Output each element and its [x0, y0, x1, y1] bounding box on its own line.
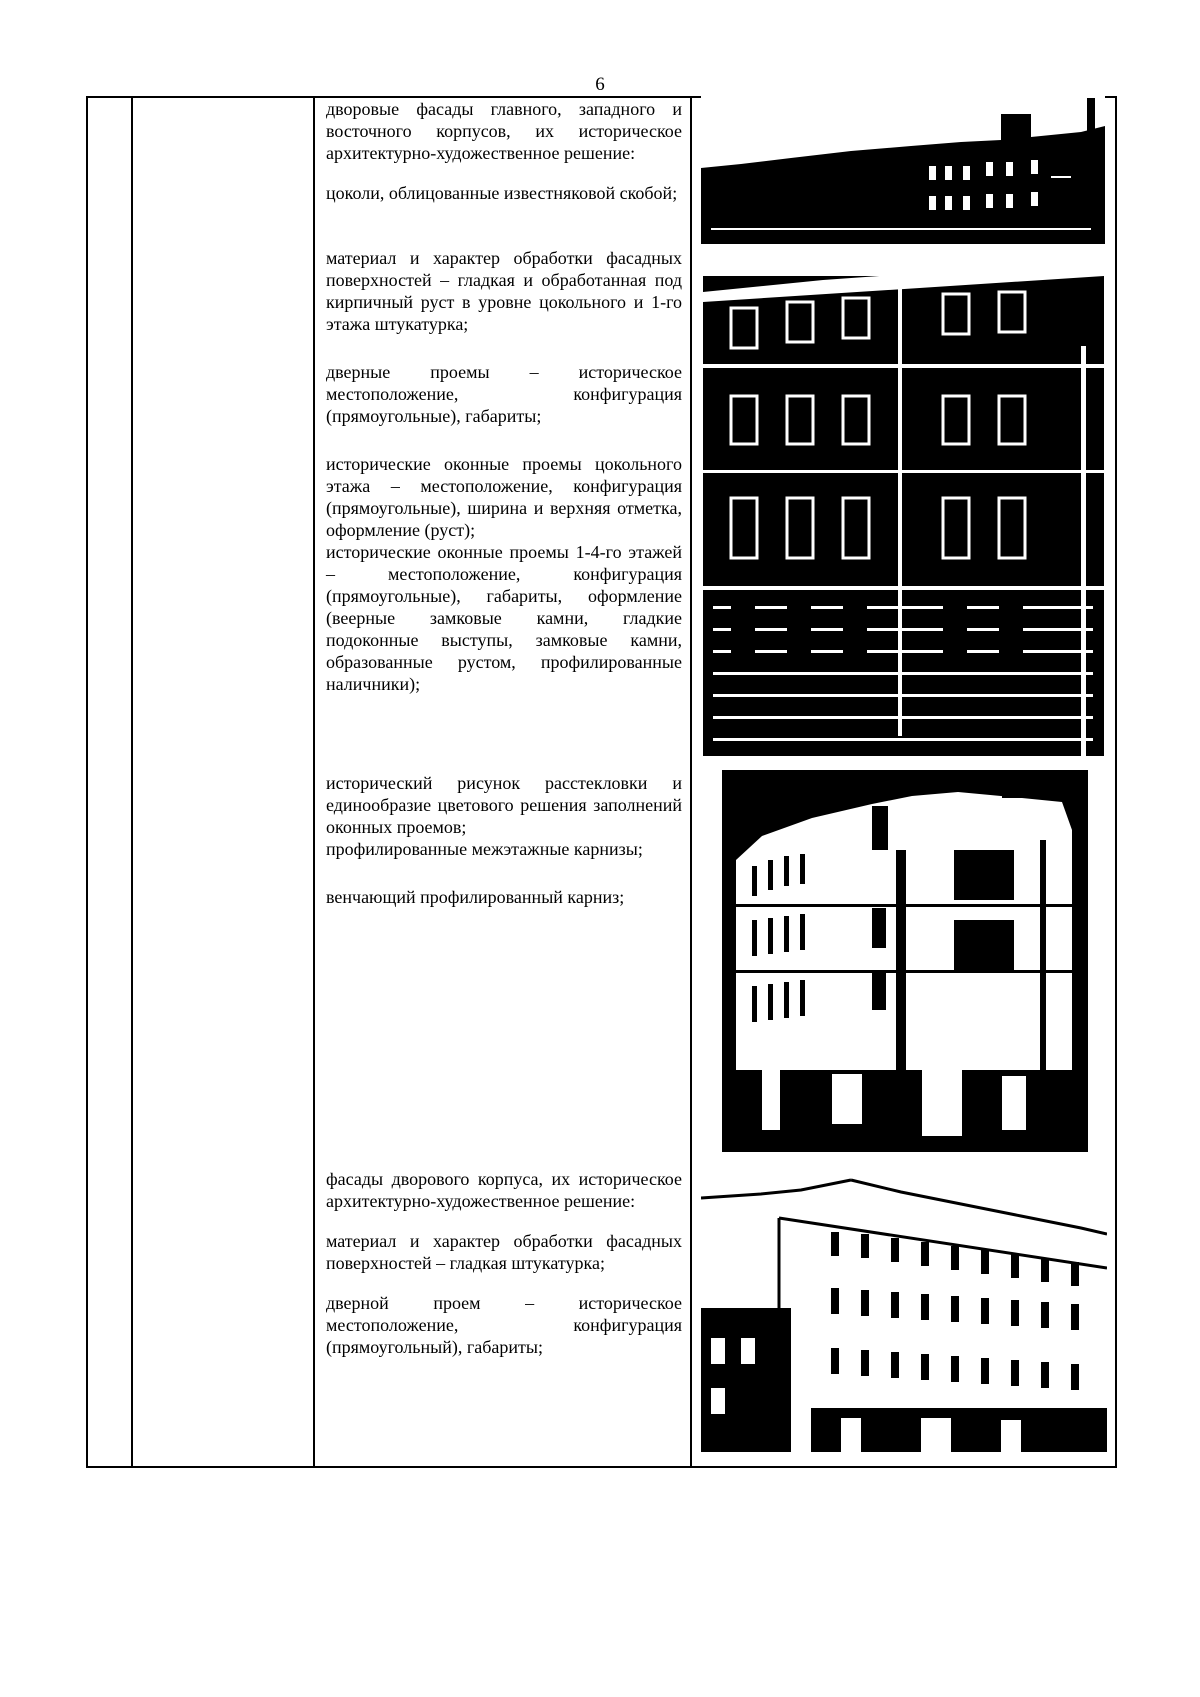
- paragraph: дверные проемы – историческое местоположение, конфигурация (прямоугольные), габариты;: [326, 362, 682, 426]
- paragraph: дверной проем – историческое местоположение, конфигурация (прямоугольный), габариты;: [326, 1293, 682, 1357]
- text-block-courtyard-facades: [326, 98, 682, 204]
- page-number: 6: [595, 74, 605, 95]
- photo-corner-building: [722, 770, 1088, 1152]
- column-divider: [131, 96, 133, 1468]
- text-block-windows-cornices: [326, 772, 682, 908]
- photo-rusticated-facade: [703, 256, 1104, 756]
- column-divider: [313, 96, 315, 1468]
- paragraph: фасады дворового корпуса, их историческое архитектурно-художественное решение:: [326, 1169, 682, 1211]
- paragraph: исторические оконные проемы 1-4-го этажей – местоположение, конфигурация (прямоугольные), габариты, оформление (веерные замковые камни, гладкие подоконные выступы, замковые камни, образованные рустом, профилированные наличники);: [326, 542, 682, 694]
- paragraph: профилированные межэтажные карнизы;: [326, 839, 643, 859]
- text-block-courtyard-building: [326, 1168, 682, 1358]
- photo-courtyard-facade-roofline: [701, 96, 1105, 244]
- paragraph: исторический рисунок расстекловки и единообразие цветового решения заполнений оконных проемов;: [326, 773, 682, 837]
- paragraph: дворовые фасады главного, западного и восточного корпусов, их историческое архитектурно-художественное решение:: [326, 99, 682, 163]
- column-divider: [690, 96, 692, 1468]
- paragraph: исторические оконные проемы цокольного этажа – местоположение, конфигурация (прямоугольные), ширина и верхняя отметка, оформление (руст);: [326, 454, 682, 540]
- paragraph: материал и характер обработки фасадных поверхностей – гладкая и обработанная под кирпичный руст в уровне цокольного и 1-го этажа штукатурка;: [326, 248, 682, 334]
- paragraph: венчающий профилированный карниз;: [326, 887, 625, 907]
- paragraph: материал и характер обработки фасадных поверхностей – гладкая штукатурка;: [326, 1231, 682, 1273]
- paragraph: цоколи, облицованные известняковой скобой;: [326, 183, 678, 203]
- photo-courtyard-building: [701, 1168, 1107, 1452]
- text-block-facade-materials: [326, 247, 682, 695]
